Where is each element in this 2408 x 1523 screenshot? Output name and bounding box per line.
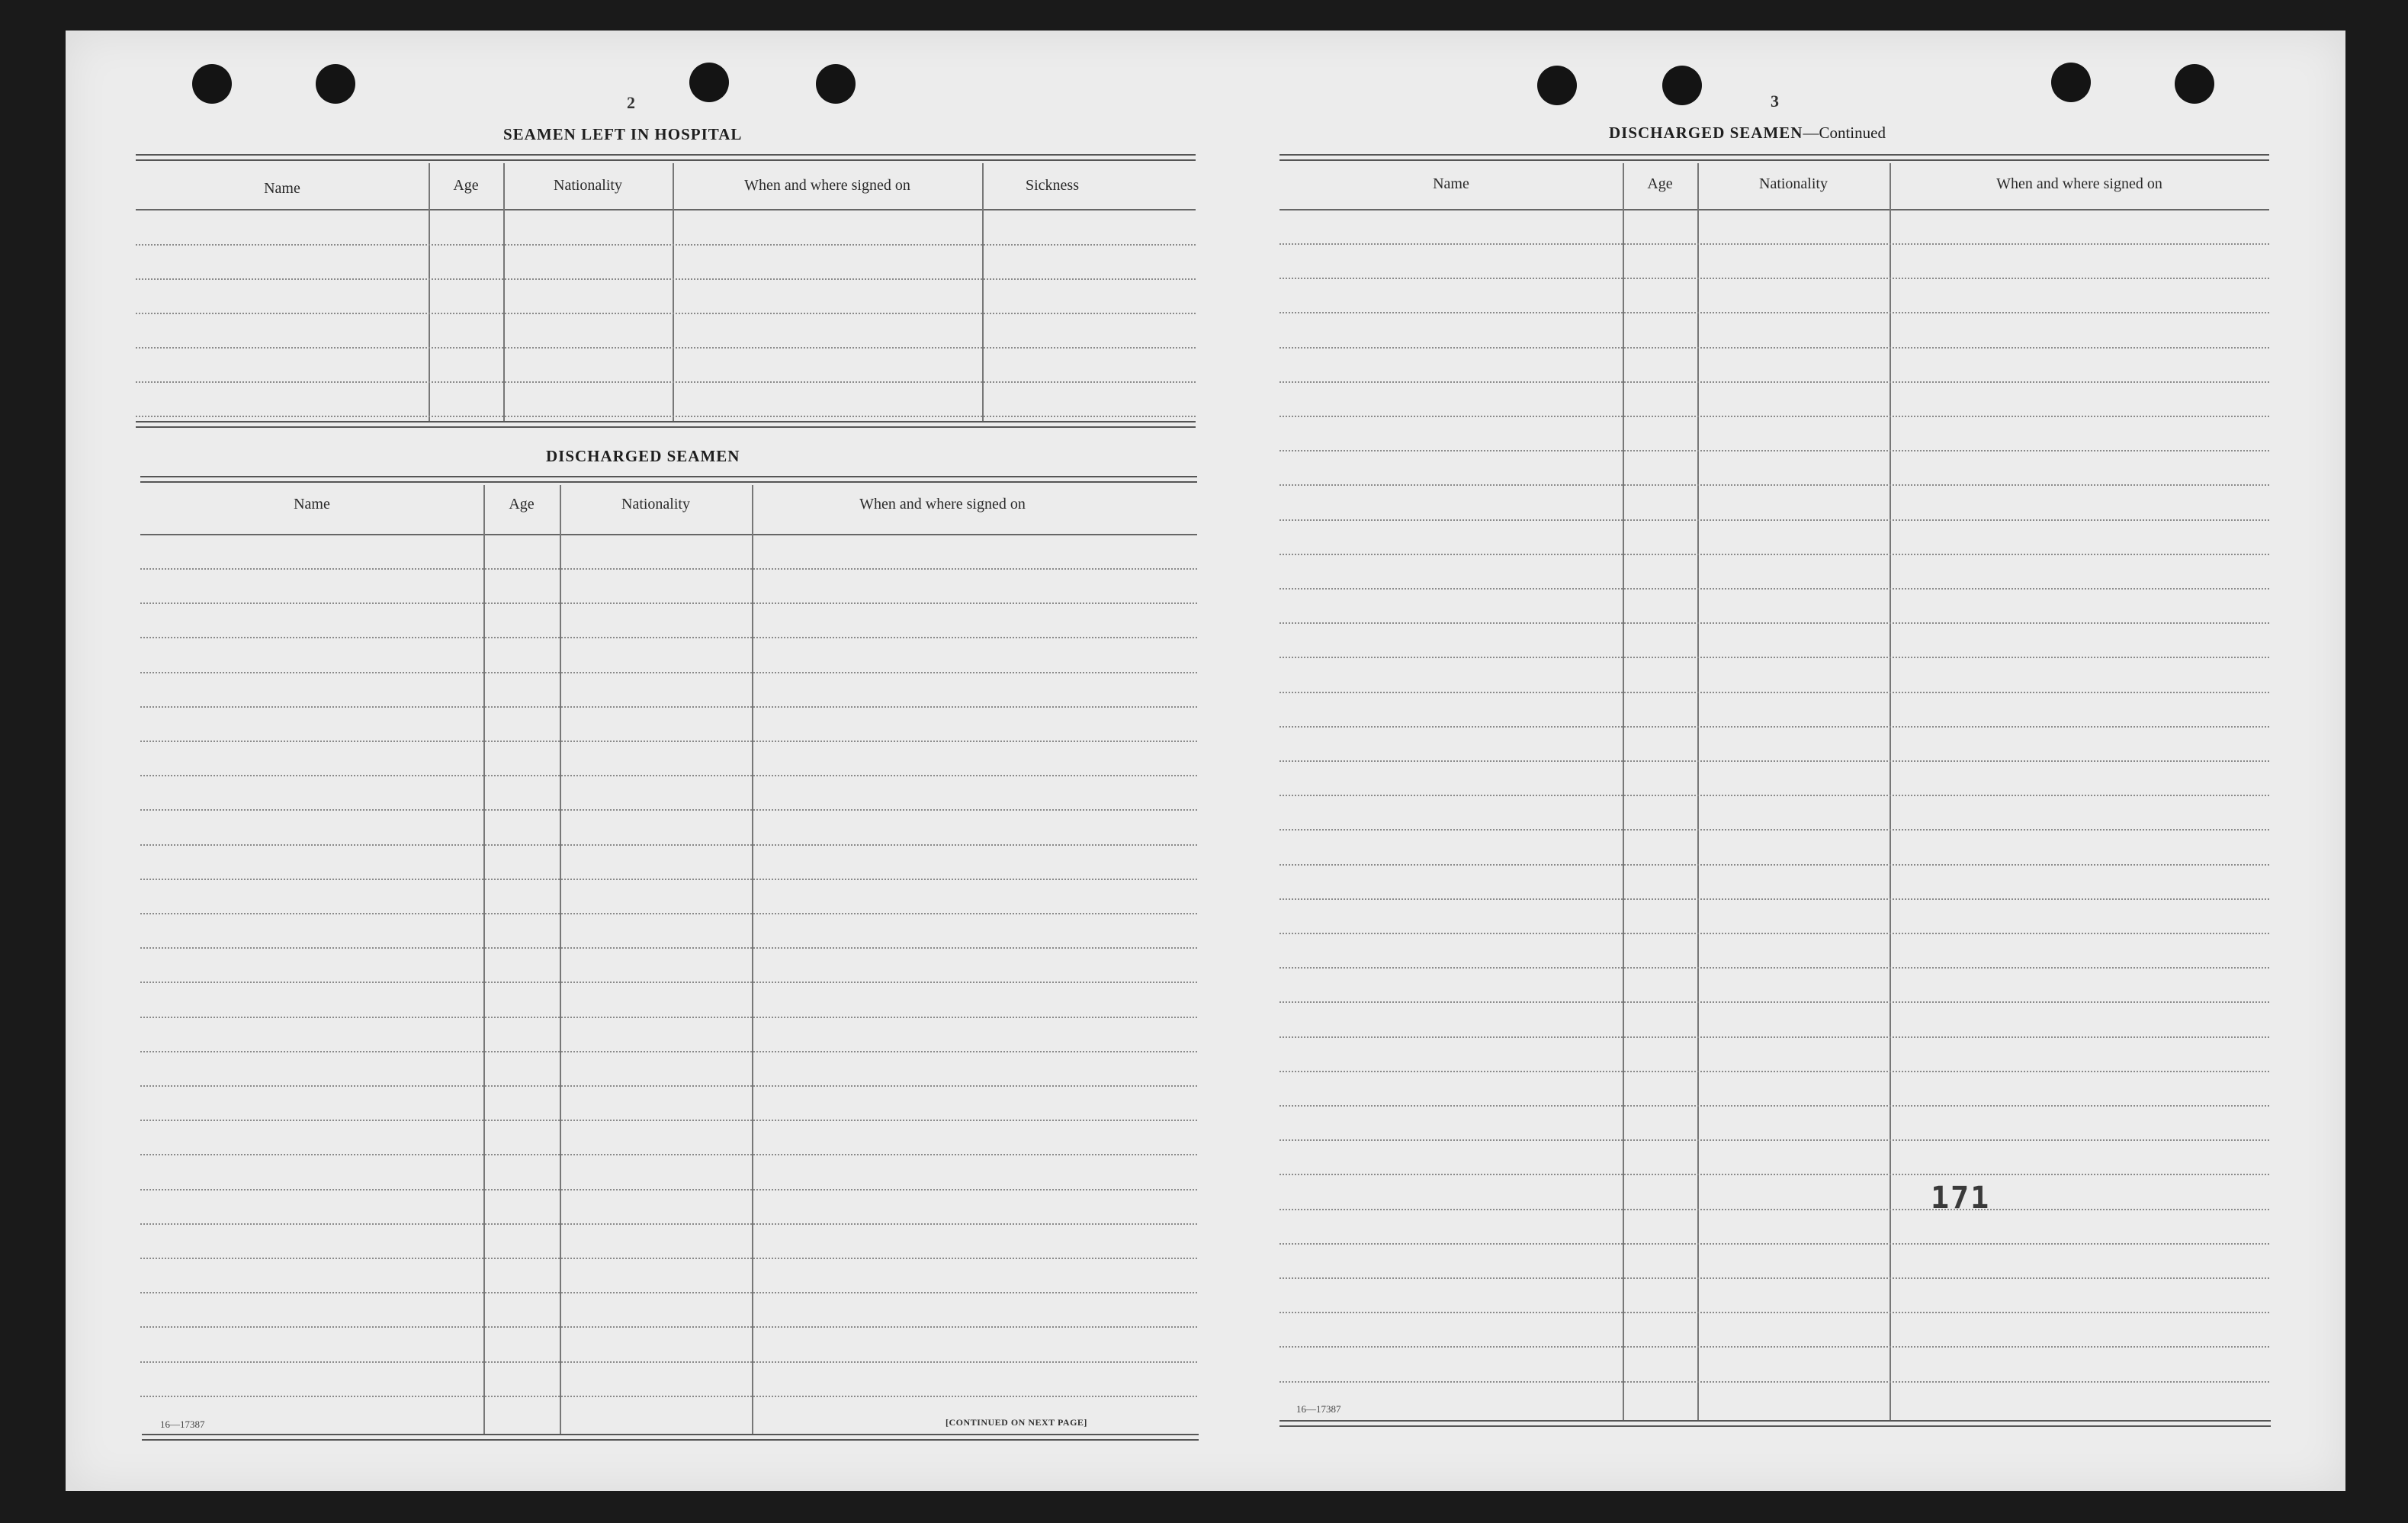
ruled-row-line bbox=[140, 947, 1197, 949]
ruled-row-line bbox=[1279, 1243, 2269, 1245]
ruled-row-line bbox=[1279, 347, 2269, 349]
punch-hole bbox=[816, 64, 856, 104]
right-col-divider bbox=[1697, 163, 1699, 1422]
ruled-row-line bbox=[140, 637, 1197, 638]
ruled-row-line bbox=[140, 1326, 1197, 1328]
right-col-age: Age bbox=[1647, 175, 1673, 192]
ruled-row-line bbox=[1279, 864, 2269, 866]
discharged-table-top-rule bbox=[140, 476, 1197, 483]
right-table-top-rule bbox=[1279, 154, 2269, 161]
ruled-row-line bbox=[1279, 278, 2269, 279]
ruled-row-line bbox=[1279, 1346, 2269, 1348]
punch-hole bbox=[316, 64, 355, 104]
ruled-row-line bbox=[1279, 622, 2269, 624]
ruled-row-line bbox=[1279, 1001, 2269, 1003]
ruled-row-line bbox=[1279, 726, 2269, 728]
ruled-row-line bbox=[140, 706, 1197, 708]
right-col-signed-on: When and where signed on bbox=[1996, 175, 2162, 192]
ruled-row-line bbox=[140, 602, 1197, 604]
ruled-row-line bbox=[1279, 760, 2269, 762]
ruled-row-line bbox=[140, 1396, 1197, 1397]
ruled-row-line bbox=[140, 568, 1197, 570]
ruled-row-line bbox=[140, 913, 1197, 914]
hospital-col-divider bbox=[503, 163, 505, 423]
ruled-row-line bbox=[140, 672, 1197, 673]
ruled-row-line bbox=[1279, 1209, 2269, 1210]
ruled-row-line bbox=[1279, 657, 2269, 658]
ruled-row-line bbox=[1279, 1312, 2269, 1313]
hospital-row-line bbox=[136, 313, 1196, 314]
hospital-row-line bbox=[136, 278, 1196, 280]
ruled-row-line bbox=[140, 809, 1197, 811]
ruled-row-line bbox=[1279, 1139, 2269, 1141]
punch-hole bbox=[689, 63, 729, 102]
hospital-row-line bbox=[136, 381, 1196, 383]
continued-note: [CONTINUED ON NEXT PAGE] bbox=[946, 1417, 1087, 1428]
discharged-col-nationality: Nationality bbox=[621, 496, 690, 512]
stamped-number: 171 bbox=[1931, 1181, 1991, 1216]
ruled-row-line bbox=[140, 1361, 1197, 1363]
ruled-row-line bbox=[1279, 1381, 2269, 1383]
ruled-row-line bbox=[140, 1051, 1197, 1052]
punch-hole bbox=[2051, 63, 2091, 102]
ruled-row-line bbox=[1279, 1277, 2269, 1279]
ruled-row-line bbox=[140, 741, 1197, 742]
hospital-col-nationality: Nationality bbox=[554, 177, 622, 194]
right-col-divider bbox=[1623, 163, 1624, 1422]
ruled-row-line bbox=[1279, 692, 2269, 693]
ruled-row-line bbox=[1279, 416, 2269, 417]
right-form-number: 16—17387 bbox=[1296, 1403, 1341, 1415]
discharged-header-rule bbox=[140, 534, 1197, 535]
ruled-row-line bbox=[1279, 312, 2269, 313]
hospital-col-divider bbox=[982, 163, 984, 423]
ruled-row-line bbox=[140, 844, 1197, 846]
discharged-col-age: Age bbox=[509, 496, 535, 512]
ruled-row-line bbox=[1279, 381, 2269, 383]
ruled-row-line bbox=[1279, 484, 2269, 486]
ruled-row-line bbox=[140, 1292, 1197, 1293]
ruled-row-line bbox=[140, 1017, 1197, 1018]
punch-hole bbox=[2175, 64, 2214, 104]
hospital-col-name: Name bbox=[264, 180, 300, 197]
discharged-col-signed-on: When and where signed on bbox=[859, 496, 1026, 512]
ruled-row-line bbox=[1279, 1105, 2269, 1107]
document-sheet bbox=[66, 31, 2345, 1491]
punch-hole bbox=[1662, 66, 1702, 105]
ruled-row-line bbox=[140, 982, 1197, 983]
hospital-col-sickness: Sickness bbox=[1026, 177, 1079, 194]
hospital-table-top-rule bbox=[136, 154, 1196, 161]
ruled-row-line bbox=[1279, 795, 2269, 796]
ruled-row-line bbox=[1279, 588, 2269, 590]
right-table-bottom-rule bbox=[1279, 1420, 2271, 1427]
ruled-row-line bbox=[1279, 450, 2269, 451]
ruled-row-line bbox=[1279, 1071, 2269, 1072]
ruled-row-line bbox=[1279, 933, 2269, 934]
right-col-nationality: Nationality bbox=[1759, 175, 1828, 192]
right-header-rule bbox=[1279, 209, 2269, 210]
discharged-table-bottom-rule bbox=[142, 1434, 1199, 1441]
left-page-number: 2 bbox=[627, 93, 635, 112]
hospital-row-line bbox=[136, 416, 1196, 417]
ruled-row-line bbox=[1279, 243, 2269, 245]
hospital-col-divider bbox=[673, 163, 674, 423]
hospital-col-age: Age bbox=[453, 177, 479, 194]
ruled-row-line bbox=[1279, 554, 2269, 555]
ruled-row-line bbox=[140, 1189, 1197, 1190]
punch-hole bbox=[192, 64, 232, 104]
ruled-row-line bbox=[140, 1223, 1197, 1225]
hospital-row-line bbox=[136, 347, 1196, 349]
hospital-col-divider bbox=[429, 163, 430, 423]
ruled-row-line bbox=[140, 1120, 1197, 1121]
left-form-number: 16—17387 bbox=[160, 1419, 205, 1430]
discharged-col-name: Name bbox=[294, 496, 330, 512]
hospital-header-rule bbox=[136, 209, 1196, 210]
hospital-row-line bbox=[136, 244, 1196, 246]
punch-hole bbox=[1537, 66, 1577, 105]
right-title-suffix: —Continued bbox=[1803, 124, 1886, 142]
ruled-row-line bbox=[1279, 829, 2269, 831]
right-col-divider bbox=[1889, 163, 1891, 1422]
ruled-row-line bbox=[140, 1085, 1197, 1087]
ruled-row-line bbox=[140, 879, 1197, 880]
right-section-title bbox=[1609, 124, 1886, 143]
hospital-col-signed-on: When and where signed on bbox=[744, 177, 910, 194]
ruled-row-line bbox=[1279, 519, 2269, 521]
ruled-row-line bbox=[140, 1258, 1197, 1259]
right-title-main: DISCHARGED SEAMEN bbox=[1609, 124, 1803, 142]
hospital-section-title: SEAMEN LEFT IN HOSPITAL bbox=[503, 125, 743, 143]
right-col-name: Name bbox=[1433, 175, 1469, 192]
ruled-row-line bbox=[140, 1154, 1197, 1155]
ruled-row-line bbox=[1279, 1036, 2269, 1038]
ruled-row-line bbox=[140, 775, 1197, 776]
ruled-row-line bbox=[1279, 1174, 2269, 1175]
hospital-table-bottom-rule bbox=[136, 421, 1196, 428]
ruled-row-line bbox=[1279, 898, 2269, 900]
right-page-number: 3 bbox=[1771, 92, 1779, 111]
ruled-row-line bbox=[1279, 967, 2269, 969]
discharged-section-title: DISCHARGED SEAMEN bbox=[546, 447, 740, 465]
